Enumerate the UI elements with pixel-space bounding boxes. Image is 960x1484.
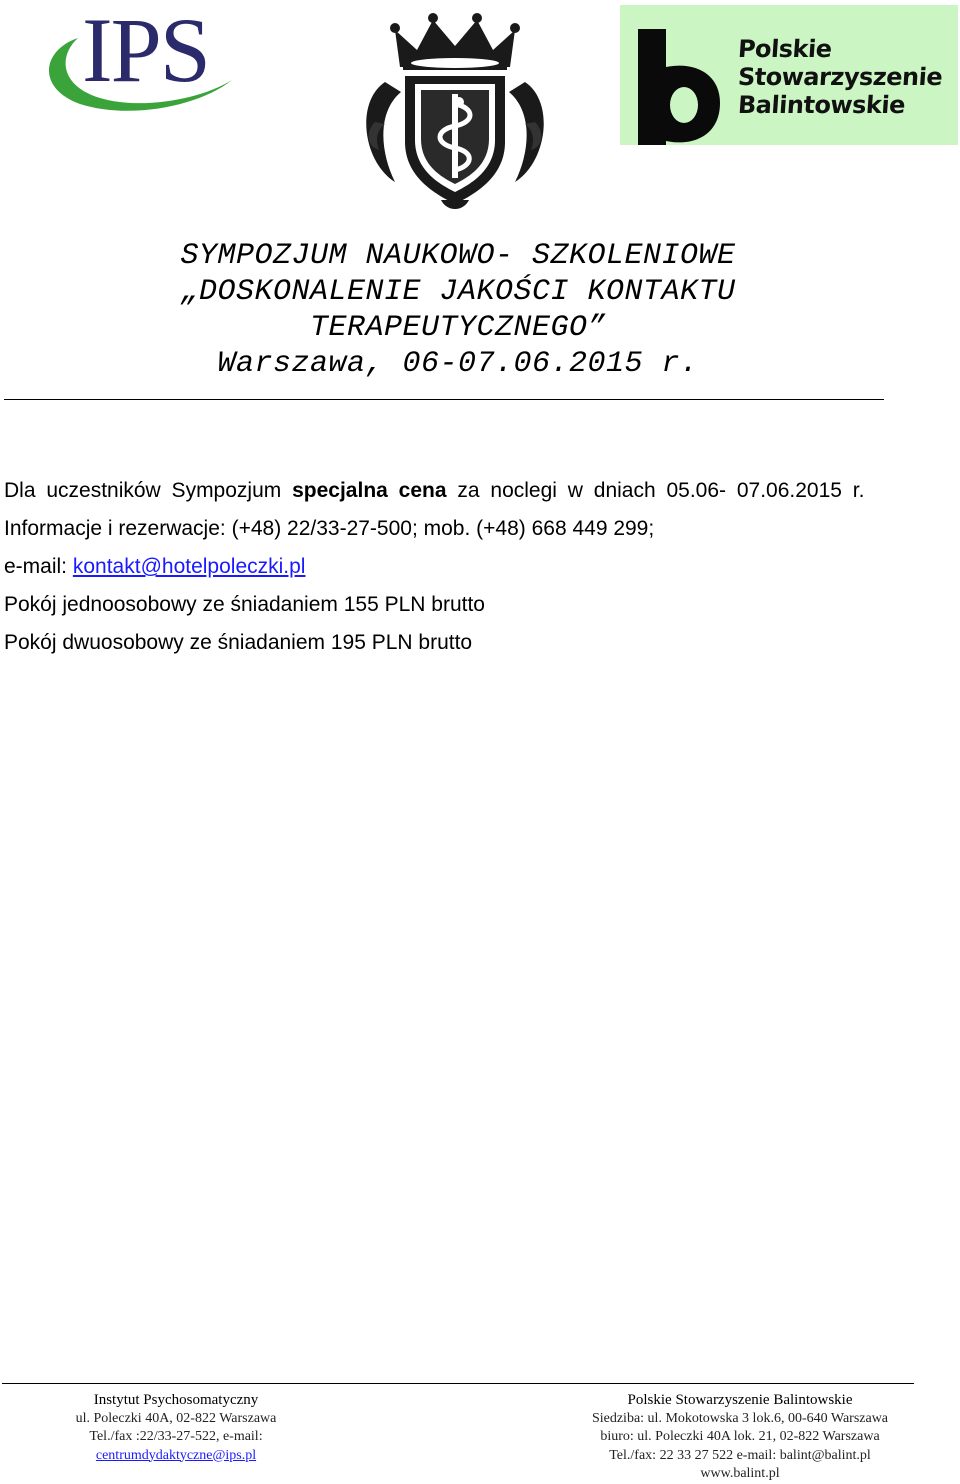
- footer-divider: [2, 1383, 914, 1384]
- double-room-price: Pokój dwuosobowy ze śniadaniem 195 PLN brutto: [4, 631, 473, 654]
- ips-logo-text: IPS: [82, 0, 209, 101]
- email-label: e-mail:: [4, 555, 68, 578]
- offer-prefix: Dla uczestników Sympozjum: [4, 479, 282, 502]
- title-line-1: SYMPOZJUM NAUKOWO- SZKOLENIOWE: [180, 239, 736, 273]
- contact-line: Informacje i rezerwacje: (+48) 22/33-27-500; mob. (+48) 668 449 299;: [4, 517, 655, 540]
- offer-line: [4, 478, 864, 504]
- email-line: [4, 554, 305, 580]
- footer-balint-name: Polskie Stowarzyszenie Balintowskie: [627, 1392, 853, 1408]
- footer-ips-phone: Tel./fax :22/33-27-522, e-mail:: [89, 1429, 263, 1444]
- footer-ips-email-link[interactable]: centrumdydaktyczne@ips.pl: [95, 1447, 257, 1463]
- balint-logo-line-2: Stowarzyszenie: [737, 63, 944, 91]
- caduceus-crest-icon: [355, 12, 555, 212]
- single-room-price: Pokój jednoosobowy ze śniadaniem 155 PLN brutto: [4, 593, 485, 616]
- title-line-4: Warszawa, 06-07.06.2015 r.: [217, 347, 699, 381]
- title-line-3: TERAPEUTYCZNEGO”: [309, 311, 607, 345]
- footer-ips: [36, 1391, 316, 1465]
- title-divider: [4, 399, 884, 400]
- footer-ips-name: Instytut Psychosomatyczny: [93, 1392, 259, 1408]
- footer-ips-address: ul. Poleczki 40A, 02-822 Warszawa: [75, 1410, 277, 1426]
- title-line-2: „DOSKONALENIE JAKOŚCI KONTAKTU: [180, 275, 736, 309]
- footer-balint-office: biuro: ul. Poleczki 40A lok. 21, 02-822 Warszawa: [600, 1429, 880, 1444]
- balint-logo-line-3: Balintowskie: [737, 91, 906, 119]
- offer-bold: specjalna cena: [292, 479, 447, 502]
- balint-logo-line-1: Polskie: [737, 35, 833, 63]
- footer-balint: [560, 1391, 920, 1484]
- footer-balint-phone: Tel./fax: 22 33 27 522 e-mail: balint@balint.pl: [609, 1447, 871, 1463]
- footer-balint-seat: Siedziba: ul. Mokotowska 3 lok.6, 00-640 Warszawa: [591, 1410, 889, 1426]
- ips-logo: [40, 0, 240, 115]
- balint-b-icon: [638, 29, 720, 147]
- hotel-email-link[interactable]: kontakt@hotelpoleczki.pl: [72, 555, 306, 578]
- balint-logo: [620, 5, 958, 145]
- footer-balint-website[interactable]: www.balint.pl: [700, 1466, 780, 1481]
- offer-suffix: za noclegi w dniach 05.06- 07.06.2015 r.: [457, 479, 865, 502]
